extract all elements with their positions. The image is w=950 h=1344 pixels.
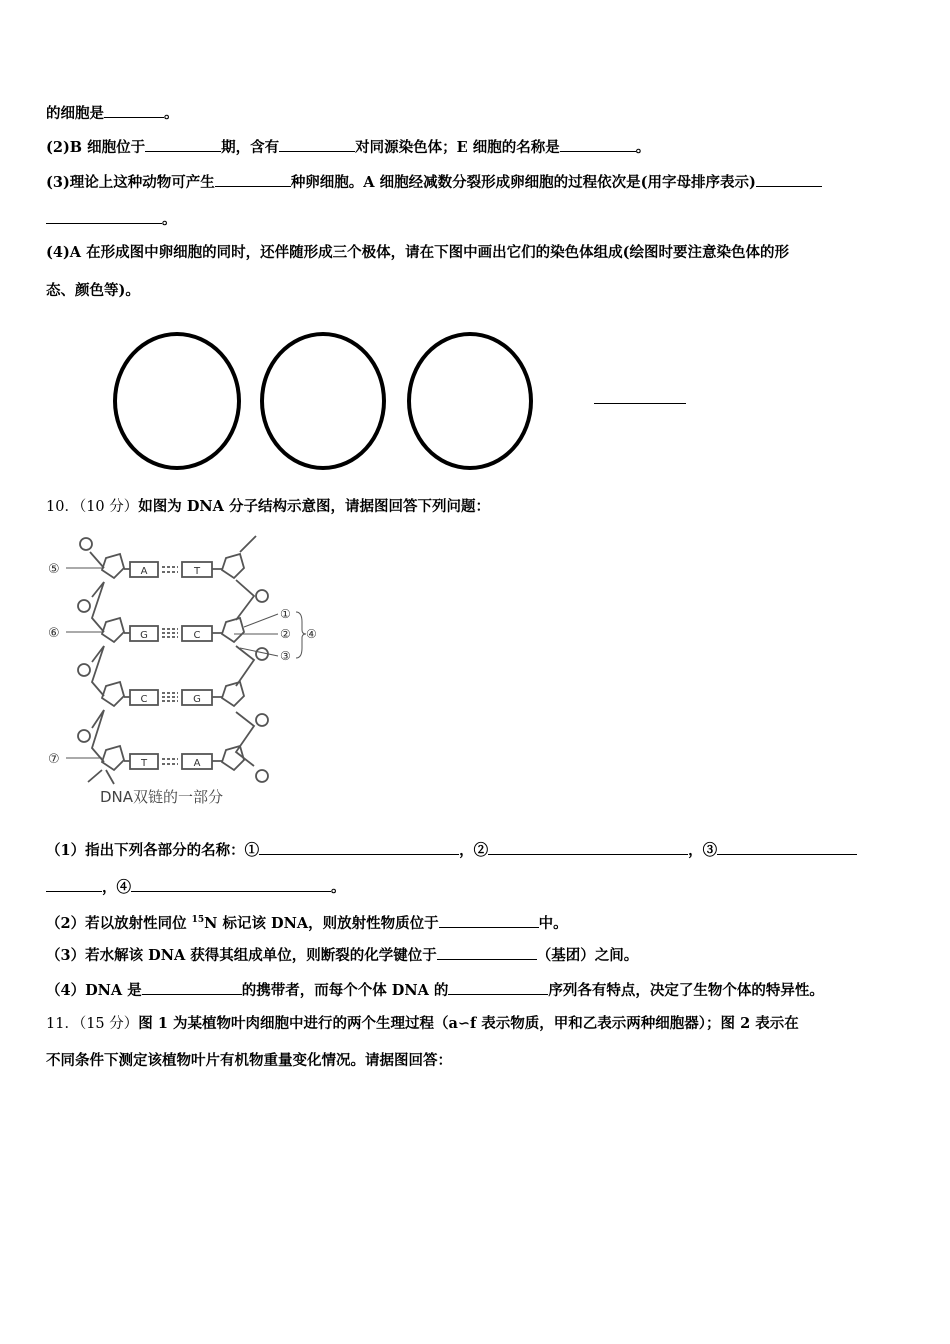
q10-s1-text: ，④ xyxy=(102,879,131,896)
q10-s3-end: （基团）之间。 xyxy=(536,947,639,964)
q10-sub4 xyxy=(46,980,824,1001)
right-markers xyxy=(280,607,317,663)
q11-number: 11． xyxy=(46,1016,79,1032)
q10-s4-text: （4）DNA 是 xyxy=(46,982,142,999)
q10-s2-text: N 标记该 DNA，则放射性物质位于 xyxy=(204,915,439,932)
blank[interactable] xyxy=(259,840,459,855)
q9-part2 xyxy=(46,137,650,158)
base-left: G xyxy=(140,630,148,641)
marker-1: ① xyxy=(280,607,291,621)
base-left: C xyxy=(140,694,148,705)
q9-p3-text: 种卵细胞。A 细胞经减数分裂形成卵细胞的过程依次是(用字母排序表示) xyxy=(290,174,756,191)
q9-line1-end: 。 xyxy=(164,105,179,122)
blank[interactable] xyxy=(279,137,355,152)
q10-s2-end: 中。 xyxy=(538,915,568,932)
polar-body-circle[interactable] xyxy=(407,332,533,470)
q11-stem xyxy=(46,1014,799,1034)
polar-body-circle[interactable] xyxy=(113,332,241,470)
blank[interactable] xyxy=(145,137,221,152)
blank[interactable] xyxy=(46,209,162,224)
q9-part3-cont xyxy=(46,209,177,230)
base-right: A xyxy=(193,758,201,769)
answer-line[interactable] xyxy=(594,403,686,404)
blank[interactable] xyxy=(717,840,857,855)
marker-6: ⑥ xyxy=(48,626,60,641)
q10-s1-text: ，② xyxy=(459,842,489,859)
q10-sub1-cont xyxy=(46,877,346,898)
q10-sub2 xyxy=(46,910,568,934)
blank[interactable] xyxy=(46,877,102,892)
q9-p2-text: 期，含有 xyxy=(221,139,280,156)
q11-score: （15 分） xyxy=(78,1016,139,1032)
q9-line1 xyxy=(46,103,179,124)
marker-2: ② xyxy=(280,627,291,641)
q11-line1: 图 1 为某植物叶肉细胞中进行的两个生理过程（a∽f 表示物质，甲和乙表示两种细胞器）；图 2 表示在 xyxy=(138,1015,799,1032)
q10-s3-text: （3）若水解该 DNA 获得其组成单位，则断裂的化学键位于 xyxy=(46,947,437,964)
q9-p4-text: (4)A 在形成图中卵细胞的同时，还伴随形成三个极体，请在下图中画出它们的染色体组成(绘图时要注意染色体的形 xyxy=(46,244,789,261)
q10-number: 10． xyxy=(46,499,79,515)
q10-s1-text: ，③ xyxy=(688,842,718,859)
q9-part4-cont xyxy=(46,281,140,301)
q9-p4-text: 态、颜色等)。 xyxy=(46,282,140,299)
blank[interactable] xyxy=(437,945,537,960)
q10-sub3 xyxy=(46,945,638,966)
base-right: C xyxy=(193,630,201,641)
q9-line1-text: 的细胞是 xyxy=(46,105,104,122)
blank[interactable] xyxy=(439,913,539,928)
marker-5: ⑤ xyxy=(48,562,60,577)
base-letters xyxy=(140,566,201,769)
q9-p2-text: 。 xyxy=(635,139,651,156)
q11-stem-cont xyxy=(46,1051,452,1071)
blank[interactable] xyxy=(131,877,331,892)
blank[interactable] xyxy=(104,103,164,118)
q10-s4-text: 的携带者，而每个个体 DNA 的 xyxy=(241,982,449,999)
blank[interactable] xyxy=(488,840,688,855)
q9-p3-text: (3)理论上这种动物可产生 xyxy=(46,174,215,191)
blank[interactable] xyxy=(756,172,822,187)
q10-sub1 xyxy=(46,840,857,861)
left-markers xyxy=(48,562,60,767)
blank[interactable] xyxy=(142,980,242,995)
blank[interactable] xyxy=(560,137,636,152)
blank[interactable] xyxy=(215,172,291,187)
q9-p2-text: 对同源染色体；E 细胞的名称是 xyxy=(355,139,560,156)
q10-s4-end: 序列各有特点，决定了生物个体的特异性。 xyxy=(548,982,824,999)
q11-line2: 不同条件下测定该植物叶片有机物重量变化情况。请据图回答： xyxy=(46,1052,452,1069)
marker-4: ④ xyxy=(306,627,317,641)
q10-s1-text: （1）指出下列各部分的名称：① xyxy=(46,842,260,859)
figure-caption: DNA双链的一部分 xyxy=(100,788,224,806)
dna-structure-figure xyxy=(44,530,334,812)
q10-s2-text: （2）若以放射性同位 xyxy=(46,915,192,932)
base-right: G xyxy=(193,694,201,705)
q9-p2-text: (2)B 细胞位于 xyxy=(46,139,146,156)
q10-stem xyxy=(46,497,490,517)
marker-3: ③ xyxy=(280,649,291,663)
polar-body-circle[interactable] xyxy=(260,332,386,470)
q10-s1-end: 。 xyxy=(331,879,346,896)
base-left: T xyxy=(140,758,148,769)
marker-7: ⑦ xyxy=(48,752,60,767)
base-left: A xyxy=(140,566,148,577)
q9-part4 xyxy=(46,243,789,263)
q9-p3-end: 。 xyxy=(162,211,177,228)
base-right: T xyxy=(193,566,201,577)
q10-score: （10 分） xyxy=(78,499,139,515)
isotope-superscript: 15 xyxy=(191,915,205,925)
blank[interactable] xyxy=(448,980,548,995)
q10-stem-text: 如图为 DNA 分子结构示意图，请据图回答下列问题： xyxy=(138,498,490,515)
q9-part3 xyxy=(46,172,822,193)
